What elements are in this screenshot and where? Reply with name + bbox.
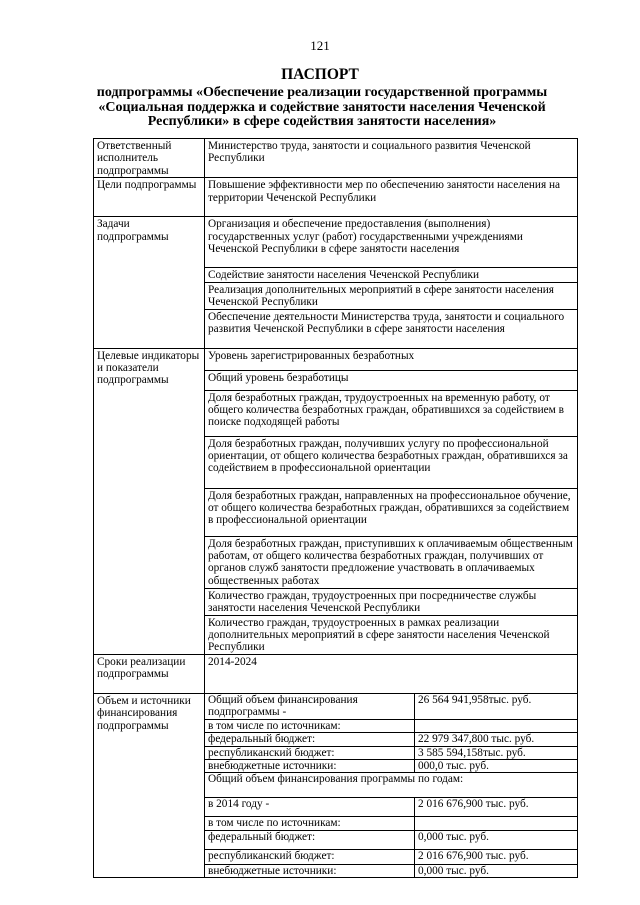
fin-row-2014 <box>205 798 577 817</box>
fin-row-year-federal <box>205 830 577 849</box>
fin-row-year-extra <box>205 864 577 877</box>
indicator-item: Количество граждан, трудоустроенных при посредничестве службы занятости населения Чеченской Республики <box>205 588 578 615</box>
document-title: ПАСПОРТ <box>281 66 359 83</box>
indicator-item: Доля безработных граждан, направленных на профессиональное обучение, от общего количества безработных граждан, обратившихся за содействием в профессиональной ориентации <box>205 488 578 536</box>
fin-row-federal <box>205 733 577 746</box>
fin-row-extra <box>205 760 577 773</box>
fin-row-year-republic <box>205 849 577 864</box>
row-executor <box>94 139 578 178</box>
fin-by-years-label: Общий объем финансирования программы по годам: <box>205 773 577 798</box>
fin-empty-cell <box>415 817 578 830</box>
indicator-item: Уровень зарегистрированных безработных <box>205 348 578 370</box>
page-number: 121 <box>310 38 330 53</box>
task-item: Организация и обеспечение предоставления (выполнения) государственных услуг (работ) государственными учреждениями Чеченской Республики в сфере занятости населения <box>205 217 578 268</box>
passport-table <box>93 138 578 878</box>
terms-label: Сроки реализации подпрограммы <box>94 654 205 693</box>
fin-row-by-years <box>205 773 577 798</box>
row-indicator-1 <box>94 348 578 370</box>
goals-value: Повышение эффективности мер по обеспечению занятости населения на территории Чеченской Республики <box>205 178 578 217</box>
financing-details <box>205 693 578 877</box>
fin-year-federal-value: 0,000 тыс. руб. <box>415 830 578 849</box>
financing-table <box>205 694 577 877</box>
executor-label: Ответственный исполнитель подпрограммы <box>94 139 205 178</box>
indicator-item: Доля безработных граждан, трудоустроенных на временную работу, от общего количества безработных граждан, обратившихся за содействием в поиске подходящей работы <box>205 390 578 436</box>
fin-by-sources-label: в том числе по источникам: <box>205 719 415 732</box>
fin-year-sources-label: в том числе по источникам: <box>205 817 415 830</box>
indicator-item: Доля безработных граждан, получивших услугу по профессиональной ориентации, от общего количества безработных граждан, обратившихся за содействием в профессиональной ориентации <box>205 436 578 488</box>
goals-label: Цели подпрограммы <box>94 178 205 217</box>
fin-total-value: 26 564 941,958тыс. руб. <box>415 694 578 720</box>
fin-empty-cell <box>415 719 578 732</box>
terms-value: 2014-2024 <box>205 654 578 693</box>
task-item: Содействие занятости населения Чеченской Республики <box>205 268 578 282</box>
fin-total-label: Общий объем финансирования подпрограммы - <box>205 694 415 720</box>
fin-federal-label: федеральный бюджет: <box>205 733 415 746</box>
fin-federal-value: 22 979 347,800 тыс. руб. <box>415 733 578 746</box>
fin-year-federal-label: федеральный бюджет: <box>205 830 415 849</box>
fin-row-republic <box>205 746 577 759</box>
fin-row-total <box>205 694 577 720</box>
tasks-label: Задачи подпрограммы <box>94 217 205 348</box>
fin-year-republic-label: республиканский бюджет: <box>205 849 415 864</box>
task-item: Обеспечение деятельности Министерства труда, занятости и социального развития Чеченской Республики в сфере занятости населения <box>205 309 578 348</box>
fin-republic-value: 3 585 594,158тыс. руб. <box>415 746 578 759</box>
indicator-item: Общий уровень безработицы <box>205 370 578 390</box>
fin-year-extra-value: 0,000 тыс. руб. <box>415 864 578 877</box>
row-financing <box>94 693 578 877</box>
indicator-item: Доля безработных граждан, приступивших к оплачиваемым общественным работам, от общего количества безработных граждан, получивших от органов служб занятости предложение участвовать в оплачиваемых общественных работах <box>205 536 578 588</box>
fin-extra-value: 000,0 тыс. руб. <box>415 760 578 773</box>
document-subtitle: подпрограммы «Обеспечение реализации государственной программы «Социальная поддержка и содействие занятости населения Чеченской Республики» в сфере содействия занятости населения» <box>96 85 548 129</box>
fin-row-by-sources <box>205 719 577 732</box>
row-terms <box>94 654 578 693</box>
fin-2014-value: 2 016 676,900 тыс. руб. <box>415 798 578 817</box>
row-goals <box>94 178 578 217</box>
financing-label: Объем и источники финансирования подпрограммы <box>94 693 205 877</box>
executor-value: Министерство труда, занятости и социального развития Чеченской Республики <box>205 139 578 178</box>
indicator-item: Количество граждан, трудоустроенных в рамках реализации дополнительных мероприятий в сфере занятости населения Чеченской Республики <box>205 615 578 654</box>
fin-row-year-sources <box>205 817 577 830</box>
indicators-label: Целевые индикаторы и показатели подпрограммы <box>94 348 205 654</box>
task-item: Реализация дополнительных мероприятий в сфере занятости населения Чеченской Республики <box>205 282 578 309</box>
fin-extra-label: внебюджетные источники: <box>205 760 415 773</box>
fin-republic-label: республиканский бюджет: <box>205 746 415 759</box>
fin-year-republic-value: 2 016 676,900 тыс. руб. <box>415 849 578 864</box>
row-task-1 <box>94 217 578 268</box>
fin-2014-label: в 2014 году - <box>205 798 415 817</box>
fin-year-extra-label: внебюджетные источники: <box>205 864 415 877</box>
